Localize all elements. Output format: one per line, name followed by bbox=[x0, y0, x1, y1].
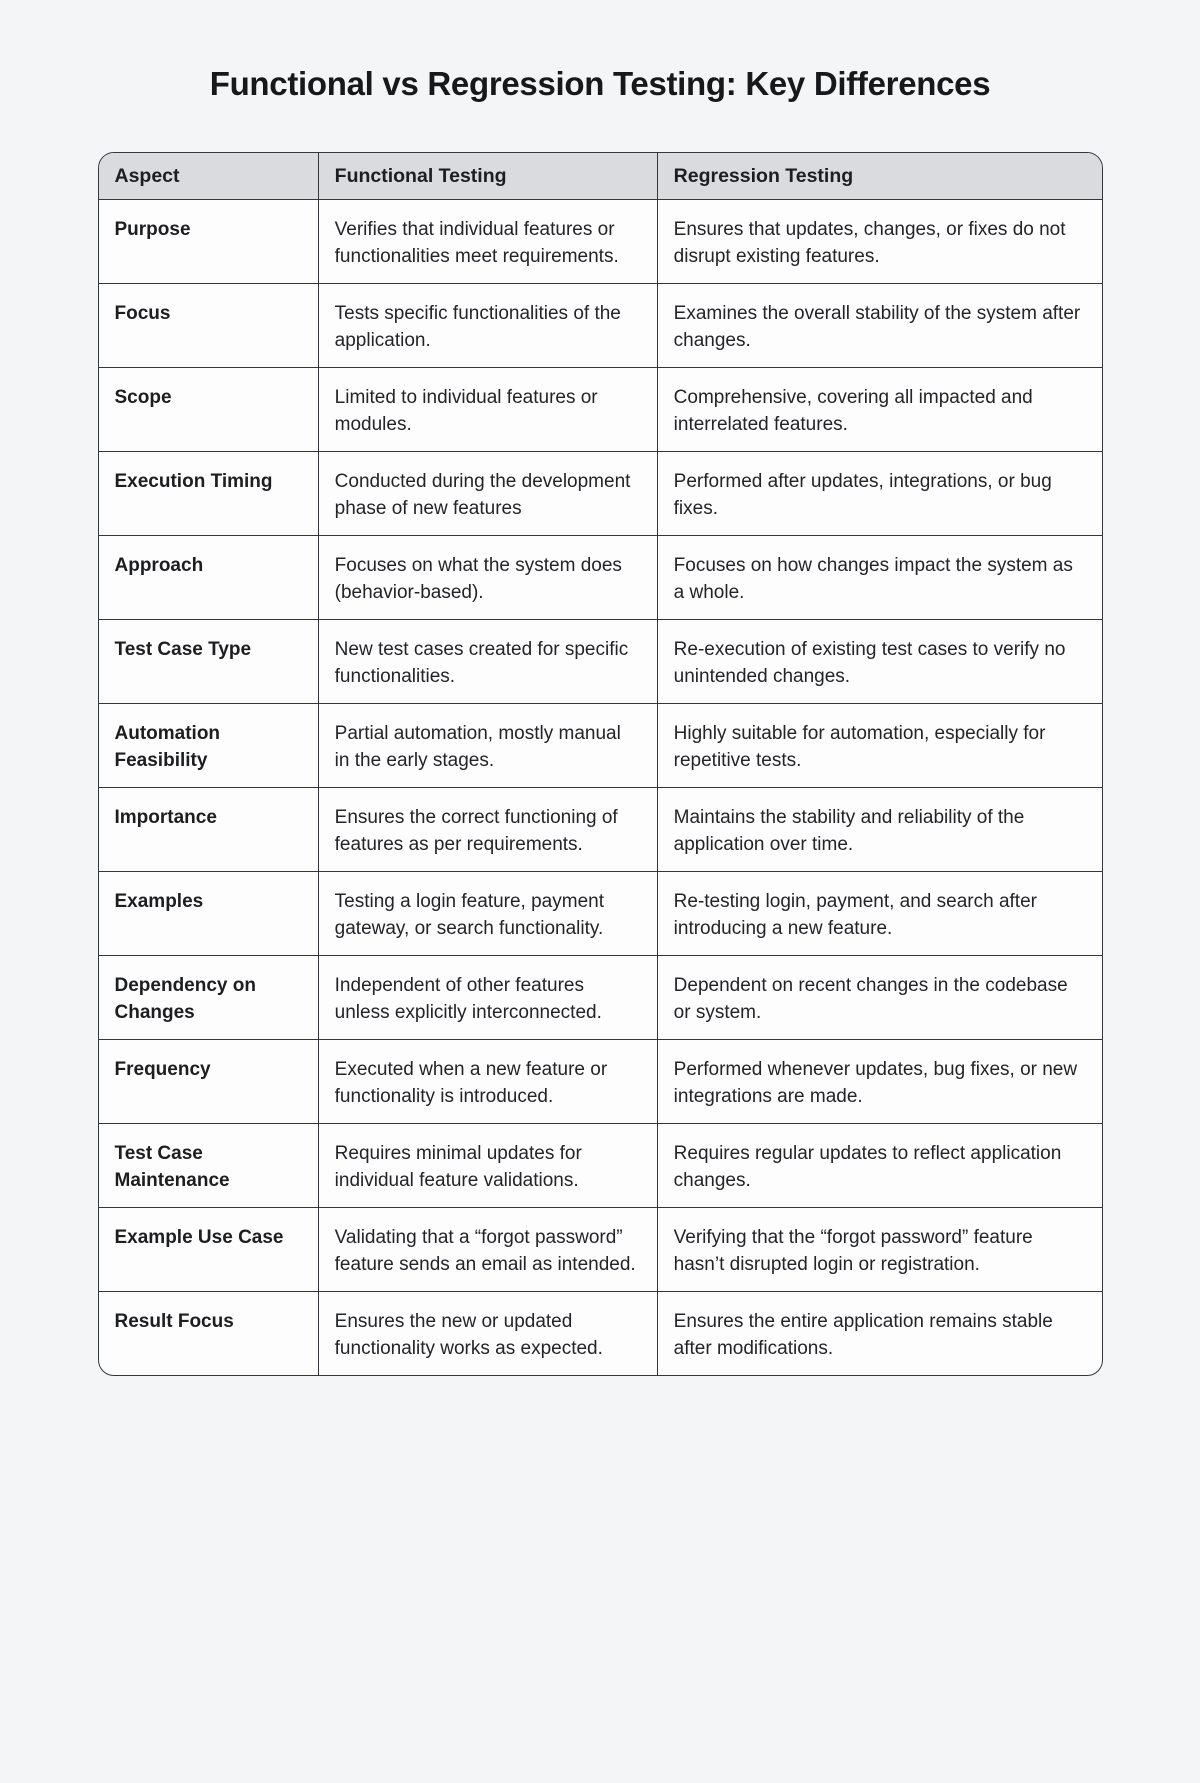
functional-cell: Testing a login feature, payment gateway, or search functionality. bbox=[318, 872, 657, 956]
regression-cell: Examines the overall stability of the system after changes. bbox=[657, 284, 1101, 368]
column-header-regression-testing: Regression Testing bbox=[657, 153, 1101, 200]
table-row-test-case-maintenance bbox=[99, 1124, 1102, 1208]
row-label: Test Case Maintenance bbox=[99, 1124, 319, 1208]
row-label: Examples bbox=[99, 872, 319, 956]
functional-cell: Independent of other features unless explicitly interconnected. bbox=[318, 956, 657, 1040]
functional-cell: Limited to individual features or modules. bbox=[318, 368, 657, 452]
header-row bbox=[99, 153, 1102, 200]
functional-cell: Partial automation, mostly manual in the early stages. bbox=[318, 704, 657, 788]
row-label: Test Case Type bbox=[99, 620, 319, 704]
row-label: Focus bbox=[99, 284, 319, 368]
functional-cell: Validating that a “forgot password” feature sends an email as intended. bbox=[318, 1208, 657, 1292]
functional-cell: Focuses on what the system does (behavior-based). bbox=[318, 536, 657, 620]
page-title: Functional vs Regression Testing: Key Differences bbox=[209, 65, 991, 102]
regression-cell: Ensures that updates, changes, or fixes do not disrupt existing features. bbox=[657, 200, 1101, 284]
functional-cell: Verifies that individual features or functionalities meet requirements. bbox=[318, 200, 657, 284]
functional-cell: Executed when a new feature or functionality is introduced. bbox=[318, 1040, 657, 1124]
row-label: Scope bbox=[99, 368, 319, 452]
table-row-frequency bbox=[99, 1040, 1102, 1124]
regression-cell: Performed after updates, integrations, or bug fixes. bbox=[657, 452, 1101, 536]
regression-cell: Re-execution of existing test cases to verify no unintended changes. bbox=[657, 620, 1101, 704]
comparison-table-grid bbox=[99, 153, 1102, 1375]
row-label: Purpose bbox=[99, 200, 319, 284]
table-row-result-focus bbox=[99, 1292, 1102, 1376]
regression-cell: Maintains the stability and reliability of the application over time. bbox=[657, 788, 1101, 872]
table-row-example-use-case bbox=[99, 1208, 1102, 1292]
regression-cell: Focuses on how changes impact the system as a whole. bbox=[657, 536, 1101, 620]
row-label: Automation Feasibility bbox=[99, 704, 319, 788]
column-header-aspect: Aspect bbox=[99, 153, 319, 200]
row-label: Execution Timing bbox=[99, 452, 319, 536]
row-label: Dependency on Changes bbox=[99, 956, 319, 1040]
regression-cell: Re-testing login, payment, and search after introducing a new feature. bbox=[657, 872, 1101, 956]
regression-cell: Dependent on recent changes in the codebase or system. bbox=[657, 956, 1101, 1040]
table-row-importance bbox=[99, 788, 1102, 872]
regression-cell: Comprehensive, covering all impacted and interrelated features. bbox=[657, 368, 1101, 452]
row-label: Result Focus bbox=[99, 1292, 319, 1376]
column-header-functional-testing: Functional Testing bbox=[318, 153, 657, 200]
table-row-execution-timing bbox=[99, 452, 1102, 536]
regression-cell: Verifying that the “forgot password” feature hasn’t disrupted login or registration. bbox=[657, 1208, 1101, 1292]
table-row-test-case-type bbox=[99, 620, 1102, 704]
table-row-dependency-on-changes bbox=[99, 956, 1102, 1040]
functional-cell: Requires minimal updates for individual feature validations. bbox=[318, 1124, 657, 1208]
row-label: Importance bbox=[99, 788, 319, 872]
functional-cell: Conducted during the development phase of new features bbox=[318, 452, 657, 536]
table-row-scope bbox=[99, 368, 1102, 452]
regression-cell: Highly suitable for automation, especially for repetitive tests. bbox=[657, 704, 1101, 788]
table-row-automation-feasibility bbox=[99, 704, 1102, 788]
table-row-focus bbox=[99, 284, 1102, 368]
regression-cell: Requires regular updates to reflect application changes. bbox=[657, 1124, 1101, 1208]
row-label: Frequency bbox=[99, 1040, 319, 1124]
functional-cell: New test cases created for specific functionalities. bbox=[318, 620, 657, 704]
functional-cell: Ensures the correct functioning of features as per requirements. bbox=[318, 788, 657, 872]
table-row-purpose bbox=[99, 200, 1102, 284]
functional-cell: Tests specific functionalities of the application. bbox=[318, 284, 657, 368]
row-label: Approach bbox=[99, 536, 319, 620]
table-row-approach bbox=[99, 536, 1102, 620]
comparison-table bbox=[98, 152, 1103, 1376]
table-row-examples bbox=[99, 872, 1102, 956]
regression-cell: Performed whenever updates, bug fixes, or new integrations are made. bbox=[657, 1040, 1101, 1124]
functional-cell: Ensures the new or updated functionality works as expected. bbox=[318, 1292, 657, 1376]
row-label: Example Use Case bbox=[99, 1208, 319, 1292]
regression-cell: Ensures the entire application remains stable after modifications. bbox=[673, 1311, 1053, 1359]
